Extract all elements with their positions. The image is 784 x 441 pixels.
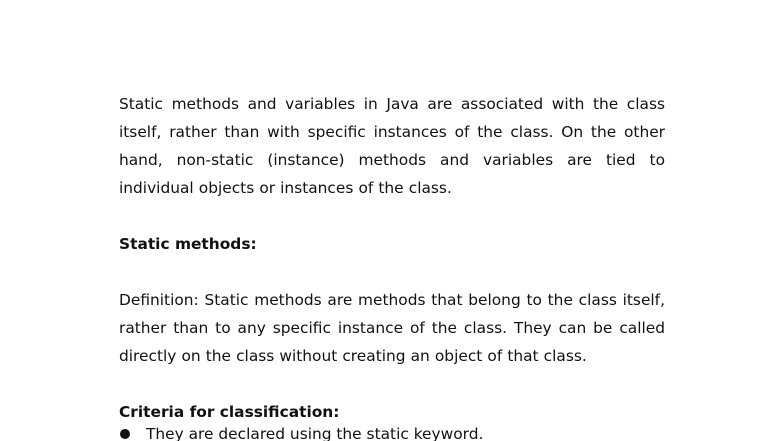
definition-paragraph: Definition: Static methods are methods that belong to the class itself, rather than to any specific instance of the class. They can be called directly on the class without creating an object of that class. <box>119 291 665 365</box>
criteria-heading: Criteria for classification: <box>119 403 340 421</box>
criteria-list <box>119 420 665 441</box>
spacer <box>119 370 665 398</box>
bullet-icon <box>120 429 130 439</box>
list-item <box>119 420 665 441</box>
intro-paragraph: Static methods and variables in Java are associated with the class itself, rather than with specific instances of the class. On the other hand, non-static (instance) methods and variables are tied to individual objects or instances of the class. <box>119 95 665 197</box>
spacer <box>119 202 665 230</box>
spacer <box>119 258 665 286</box>
section-heading: Static methods: <box>119 235 257 253</box>
document-body <box>119 90 665 441</box>
list-item-text: They are declared using the static keyword. <box>146 425 484 441</box>
